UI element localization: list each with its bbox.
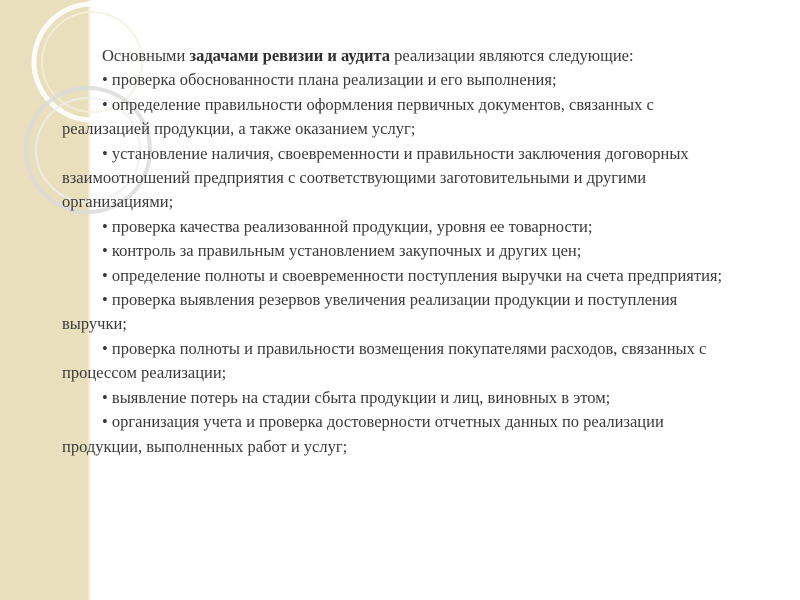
bullet-item [62, 410, 742, 459]
bullet-item [62, 288, 742, 337]
bullet-item [62, 264, 742, 288]
bullet-list [62, 68, 742, 459]
intro-paragraph: Основными задачами ревизии и аудита реализации являются следующие: [102, 46, 634, 65]
bullet-item [62, 215, 742, 239]
bullet-marker: • [102, 412, 108, 432]
bullet-marker: • [102, 216, 108, 236]
bullet-text: проверка обоснованности плана реализации и его выполнения; [111, 70, 557, 90]
bullet-text: выявление потерь на стадии сбыта продукции и лиц, виновных в этом; [111, 387, 611, 407]
bullet-marker: • [102, 265, 108, 285]
bullet-text: определение полноты и своевременности поступления выручки на счета предприятия; [111, 265, 723, 285]
bullet-item [62, 386, 742, 410]
bullet-marker: • [102, 143, 108, 163]
bullet-text: проверка полноты и правильности возмещения покупателями расходов, связанных с процессом реализации; [62, 338, 707, 383]
bullet-marker: • [102, 290, 108, 310]
bullet-text: проверка качества реализованной продукции, уровня ее товарности; [111, 216, 593, 236]
bullet-marker: • [102, 338, 108, 358]
bullet-text: определение правильности оформления первичных документов, связанных с реализацией продукции, а также оказанием услуг; [62, 94, 654, 139]
bullet-text: проверка выявления резервов увеличения реализации продукции и поступления выручки; [62, 290, 678, 334]
bullet-marker: • [102, 241, 108, 261]
slide-body [62, 44, 742, 459]
bullet-item [62, 68, 742, 92]
bullet-text: установление наличия, своевременности и правильности заключения договорных взаимоотношений предприятия с соответствующими заготовительными и другими организациями; [62, 143, 689, 212]
bullet-marker: • [102, 70, 108, 90]
bullet-text: контроль за правильным установлением закупочных и других цен; [111, 241, 582, 261]
bullet-item [62, 142, 742, 215]
bullet-item [62, 239, 742, 263]
bullet-marker: • [102, 387, 108, 407]
bullet-item [62, 93, 742, 142]
intro-bold: задачами ревизии и аудита [189, 46, 391, 65]
bullet-marker: • [102, 94, 108, 114]
bullet-item [62, 337, 742, 386]
bullet-text: организация учета и проверка достоверности отчетных данных по реализации продукции, выполненных работ и услуг; [62, 412, 664, 456]
